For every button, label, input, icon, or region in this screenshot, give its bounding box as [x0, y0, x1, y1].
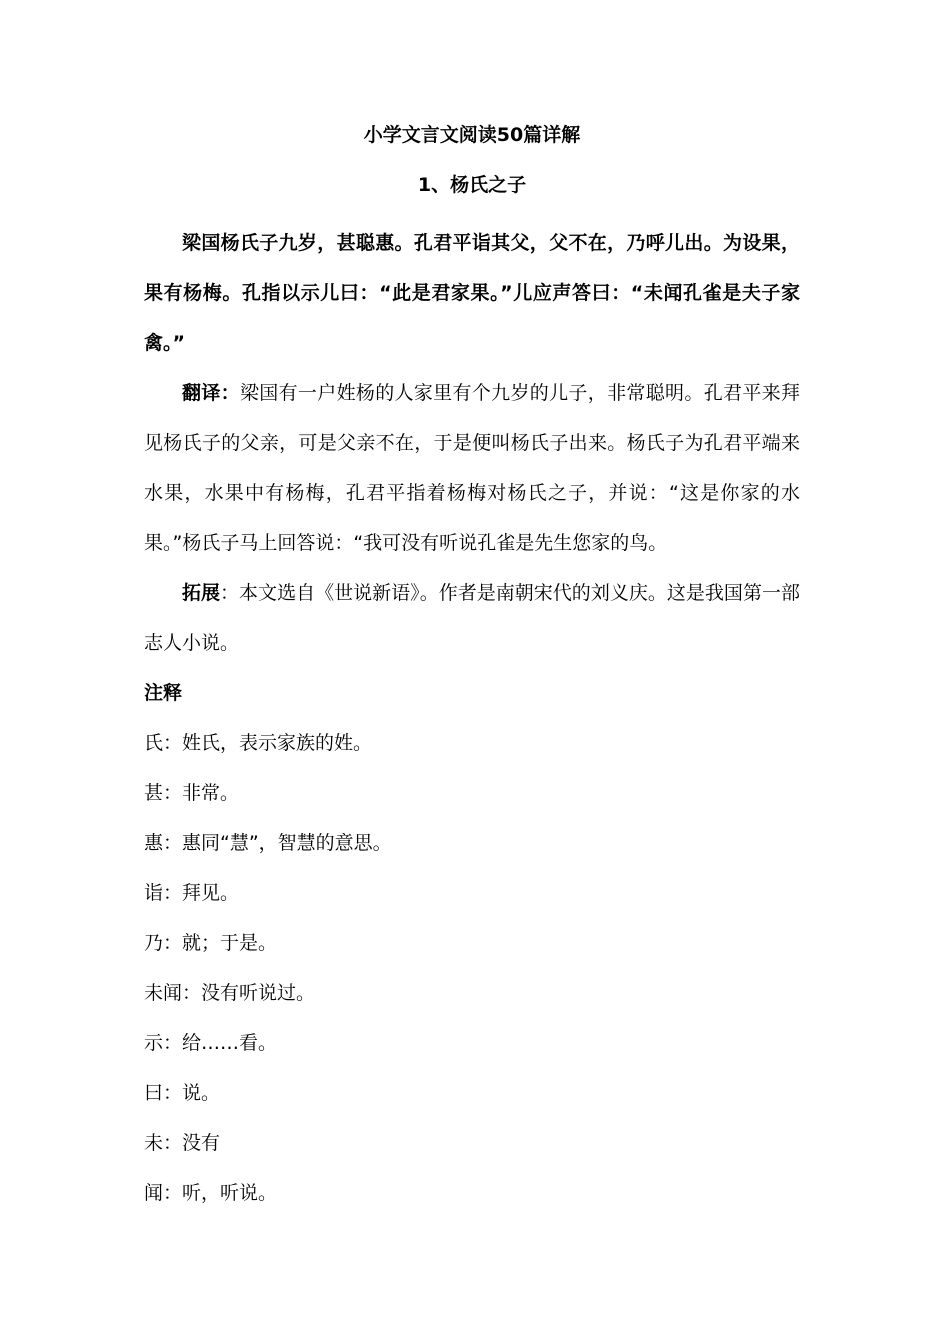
section-title: 1、杨氏之子 — [417, 174, 527, 196]
note-item: 乃：就；于是。 — [144, 932, 278, 954]
extension-paragraph — [144, 568, 800, 668]
note-item: 曰：说。 — [144, 1082, 221, 1104]
extension-label: 拓展 — [182, 582, 221, 604]
translation-label: 翻译： — [182, 382, 240, 404]
note-item: 闻：听，听说。 — [144, 1182, 278, 1204]
notes-list — [144, 718, 800, 1218]
notes-heading: 注释 — [144, 682, 183, 704]
translation-paragraph — [144, 368, 800, 568]
translation-text: 梁国有一户姓杨的人家里有个九岁的儿子，非常聪明。孔君平来拜见杨氏子的父亲，可是父亲不在，于是便叫杨氏子出来。杨氏子为孔君平端来水果，水果中有杨梅，孔君平指着杨梅对杨氏之子，并说：“这是你家的水果。”杨氏子马上回答说：“我可没有听说孔雀是先生您家的鸟。 — [144, 382, 800, 554]
document-title: 小学文言文阅读50篇详解 — [363, 124, 581, 146]
note-item: 示：给……看。 — [144, 1032, 278, 1054]
note-item: 甚：非常。 — [144, 782, 240, 804]
note-item: 未：没有 — [144, 1132, 221, 1154]
note-item: 未闻：没有听说过。 — [144, 982, 316, 1004]
note-item: 诣：拜见。 — [144, 882, 240, 904]
note-item: 氏：姓氏，表示家族的姓。 — [144, 732, 373, 754]
extension-text: ：本文选自《世说新语》。作者是南朝宋代的刘义庆。这是我国第一部志人小说。 — [144, 582, 800, 654]
original-text: 梁国杨氏子九岁，甚聪惠。孔君平诣其父，父不在，乃呼儿出。为设果，果有杨梅。孔指以示儿曰：“此是君家果。”儿应声答曰：“未闻孔雀是夫子家禽。” — [144, 232, 800, 354]
note-item: 惠：惠同“慧”，智慧的意思。 — [144, 832, 392, 854]
